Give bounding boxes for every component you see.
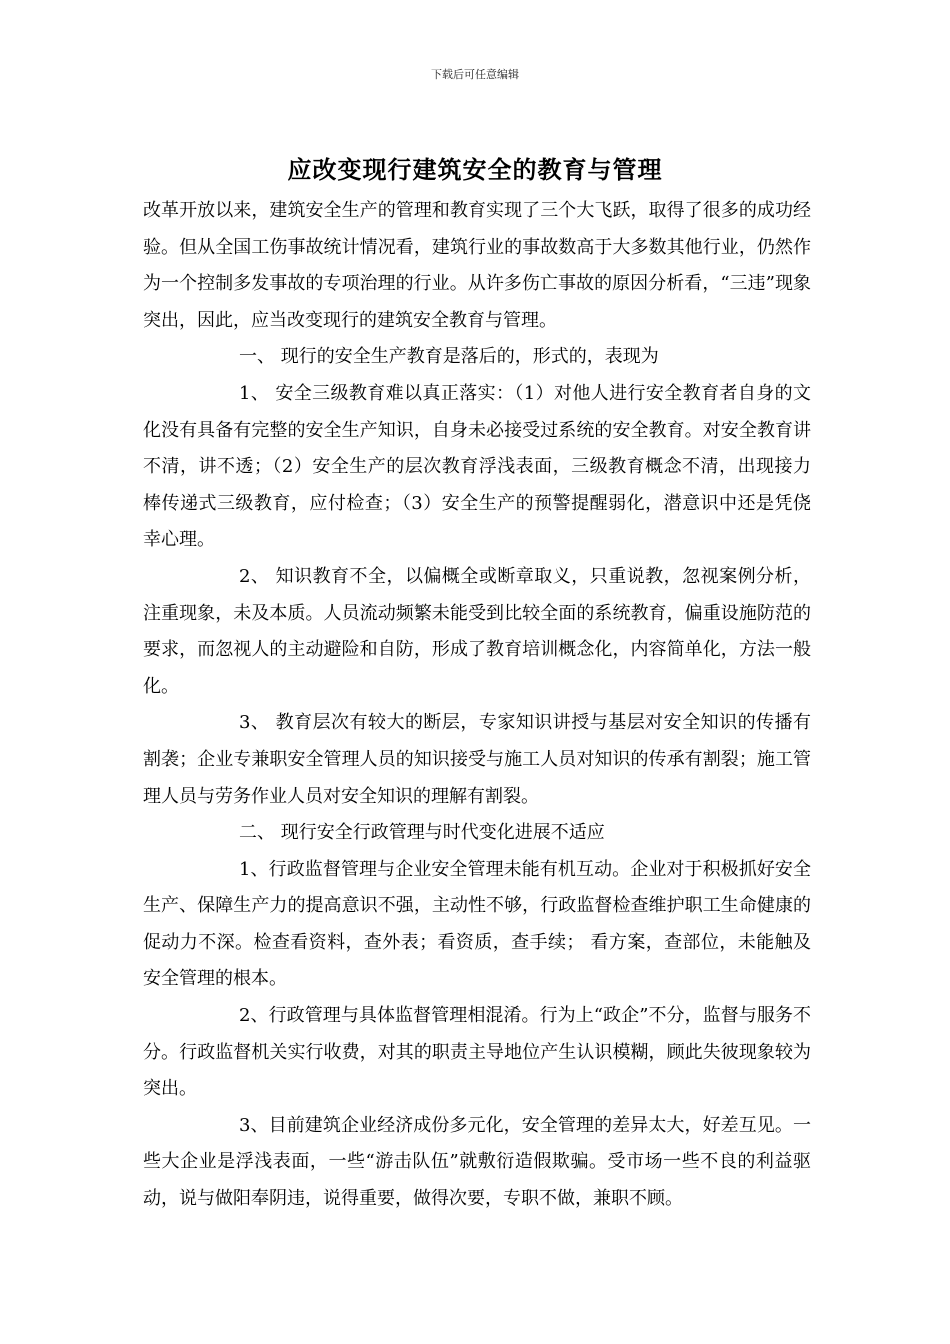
document-body [143,193,811,1218]
paragraph-2-1: 1、行政监督管理与企业安全管理未能有机互动。企业对于积极抓好安全生产、保障生产力的提高意识不强，主动性不够，行政监督检查维护职工生命健康的促动力不深。检查看资料，查外表；看资质，查手续； 看方案，查部位，未能触及安全管理的根本。 [143,858,811,990]
paragraph-1-3: 3、 教育层次有较大的断层，专家知识讲授与基层对安全知识的传播有割袭；企业专兼职安全管理人员的知识接受与施工人员对知识的传承有割裂；施工管理人员与劳务作业人员对安全知识的理解有割裂。 [143,712,811,807]
paragraph-1-1: 1、 安全三级教育难以真正落实：（1）对他人进行安全教育者自身的文化没有具备有完整的安全生产知识，自身未必接受过系统的安全教育。对安全教育讲不清，讲不透；（2）安全生产的层次教育浮浅表面，三级教育概念不清，出现接力棒传递式三级教育，应付检查；（3）安全生产的预警提醒弱化，潜意识中还是凭侥幸心理。 [143,382,811,551]
paragraph-2-2: 2、行政管理与具体监督管理相混淆。行为上“政企”不分，监督与服务不分。行政监督机关实行收费，对其的职责主导地位产生认识模糊，顾此失彼现象较为突出。 [143,1005,811,1100]
section-heading-1: 一、 现行的安全生产教育是落后的，形式的，表现为 [239,346,659,368]
paragraph-1-2: 2、 知识教育不全，以偏概全或断章取义，只重说教，忽视案例分析，注重现象，未及本质。人员流动频繁未能受到比较全面的系统教育，偏重设施防范的要求，而忽视人的主动避险和自防，形成了教育培训概念化，内容简单化，方法一般化。 [143,565,811,697]
intro-paragraph: 改革开放以来，建筑安全生产的管理和教育实现了三个大飞跃，取得了很多的成功经验。但从全国工伤事故统计情况看，建筑行业的事故数高于大多数其他行业，仍然作为一个控制多发事故的专项治理的行业。从许多伤亡事故的原因分析看，“三违”现象突出，因此，应当改变现行的建筑安全教育与管理。 [143,200,811,331]
paragraph-2-3: 3、目前建筑企业经济成份多元化，安全管理的差异太大，好差互见。一些大企业是浮浅表面，一些“游击队伍”就敷衍造假欺骗。受市场一些不良的利益驱动，说与做阳奉阴违，说得重要，做得次要，专职不做，兼职不顾。 [143,1114,811,1210]
section-heading-2: 二、 现行安全行政管理与时代变化进展不适应 [239,822,605,844]
page-header: 下载后可任意编辑 [431,68,519,81]
document-title: 应改变现行建筑安全的教育与管理 [287,155,663,184]
